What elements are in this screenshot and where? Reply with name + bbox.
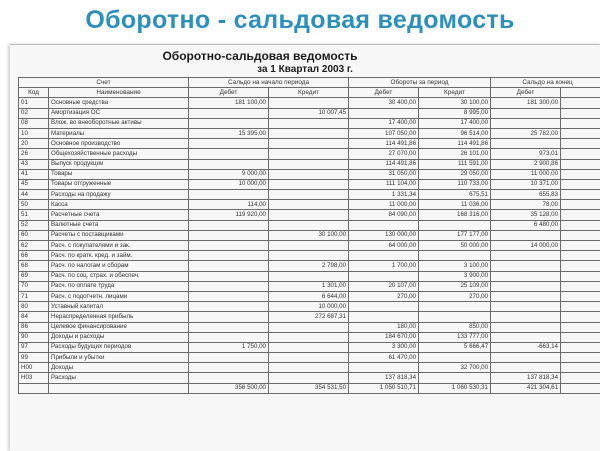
opening-credit [269, 342, 349, 352]
closing-extra [561, 241, 600, 251]
turnover-credit: 29 050,00 [419, 169, 491, 179]
opening-debit [189, 220, 269, 230]
closing-debit: 6 480,00 [491, 220, 561, 230]
table-row [19, 322, 600, 332]
closing-extra [561, 312, 600, 322]
closing-extra [561, 108, 600, 118]
closing-debit [491, 261, 561, 271]
account-code: 52 [19, 220, 49, 230]
account-name: Основные средства [49, 98, 189, 108]
opening-debit [189, 118, 269, 128]
closing-extra [561, 169, 600, 179]
opening-credit [269, 139, 349, 149]
account-name: Уставный капитал [49, 302, 189, 312]
opening-debit [189, 312, 269, 322]
turnover-debit: 114 491,86 [349, 139, 419, 149]
header-account: Счет [19, 78, 189, 88]
turnover-credit [419, 220, 491, 230]
opening-credit: 1 301,00 [269, 281, 349, 291]
opening-credit: 30 100,00 [269, 230, 349, 240]
closing-extra [561, 291, 600, 301]
closing-debit [491, 302, 561, 312]
table-row [19, 220, 600, 230]
closing-extra [561, 353, 600, 363]
document-period: за 1 Квартал 2003 г. [10, 64, 600, 75]
account-code: 08 [19, 118, 49, 128]
opening-credit [269, 373, 349, 383]
turnover-debit: 20 107,00 [349, 281, 419, 291]
closing-debit [491, 118, 561, 128]
account-name: Расч. по оплате труда [49, 281, 189, 291]
turnover-debit: 30 400,00 [349, 98, 419, 108]
turnover-debit: 61 470,00 [349, 353, 419, 363]
account-code: 43 [19, 159, 49, 169]
turnover-credit: 17 400,00 [419, 118, 491, 128]
opening-debit: 10 000,00 [189, 179, 269, 189]
turnover-debit: 137 818,34 [349, 373, 419, 383]
account-code: 26 [19, 149, 49, 159]
table-row [19, 210, 600, 220]
closing-extra [561, 332, 600, 342]
closing-extra [561, 342, 600, 352]
totals-row [19, 383, 600, 393]
turnover-debit: 180,00 [349, 322, 419, 332]
turnover-credit: 32 700,00 [419, 363, 491, 373]
turnover-credit: 5 666,47 [419, 342, 491, 352]
account-code: 90 [19, 332, 49, 342]
closing-debit [491, 312, 561, 322]
turnover-debit: 31 050,00 [349, 169, 419, 179]
turnover-debit: 17 400,00 [349, 118, 419, 128]
table-row [19, 159, 600, 169]
account-name: Выпуск продукции [49, 159, 189, 169]
closing-extra [561, 363, 600, 373]
document-title: Оборотно-сальдовая ведомость [10, 49, 510, 63]
account-code: 41 [19, 169, 49, 179]
opening-debit [189, 281, 269, 291]
closing-extra [561, 98, 600, 108]
turnover-credit: 3 100,00 [419, 261, 491, 271]
table-row [19, 149, 600, 159]
opening-credit [269, 271, 349, 281]
account-name: Расходы будущих периодов [49, 342, 189, 352]
ledger-sheet [10, 44, 600, 451]
opening-debit: 9 000,00 [189, 169, 269, 179]
account-code: 71 [19, 291, 49, 301]
closing-debit: 2 900,86 [491, 159, 561, 169]
opening-debit: 15 395,00 [189, 128, 269, 138]
header-turnover-credit: Кредит [419, 88, 491, 98]
account-name: Амортизация ОС [49, 108, 189, 118]
account-name: Расчеты с поставщиками [49, 230, 189, 240]
table-row [19, 353, 600, 363]
turnover-credit: 26 101,00 [419, 149, 491, 159]
account-name: Доходы и расходы [49, 332, 189, 342]
header-name: Наименование [49, 88, 189, 98]
account-name: Целевое финансирование [49, 322, 189, 332]
turnover-debit: 11 000,00 [349, 200, 419, 210]
table-row [19, 139, 600, 149]
opening-credit: 2 798,00 [269, 261, 349, 271]
closing-debit: 78,00 [491, 200, 561, 210]
closing-extra [561, 118, 600, 128]
closing-extra [561, 251, 600, 261]
opening-credit [269, 322, 349, 332]
opening-debit [189, 230, 269, 240]
turnover-debit [349, 251, 419, 261]
closing-extra [561, 159, 600, 169]
opening-credit: 10 000,00 [269, 302, 349, 312]
opening-debit [189, 363, 269, 373]
opening-debit [189, 251, 269, 261]
account-name: Прибыли и убытки [49, 353, 189, 363]
closing-extra [561, 149, 600, 159]
table-row [19, 118, 600, 128]
table-row [19, 241, 600, 251]
opening-credit [269, 128, 349, 138]
closing-extra [561, 261, 600, 271]
turnover-debit [349, 302, 419, 312]
closing-extra [561, 322, 600, 332]
opening-credit [269, 118, 349, 128]
closing-debit [491, 332, 561, 342]
opening-credit [269, 190, 349, 200]
closing-debit: 137 818,34 [491, 373, 561, 383]
account-code: 70 [19, 281, 49, 291]
table-row [19, 363, 600, 373]
opening-debit [189, 159, 269, 169]
account-code: 02 [19, 108, 49, 118]
account-name: Расч. с покупателями и зак. [49, 241, 189, 251]
account-code: 99 [19, 353, 49, 363]
closing-debit: 181 300,00 [491, 98, 561, 108]
turnover-credit [419, 353, 491, 363]
account-name: Касса [49, 200, 189, 210]
turnover-debit: 3 300,00 [349, 342, 419, 352]
account-code: 62 [19, 241, 49, 251]
account-code: 60 [19, 230, 49, 240]
opening-debit: 114,00 [189, 200, 269, 210]
header-opening: Сальдо на начало периода [189, 78, 349, 88]
closing-extra [561, 281, 600, 291]
table-row [19, 169, 600, 179]
opening-debit [189, 271, 269, 281]
opening-debit [189, 332, 269, 342]
opening-debit: 1 750,00 [189, 342, 269, 352]
closing-extra [561, 373, 600, 383]
turnover-credit: 168 316,00 [419, 210, 491, 220]
account-code: 50 [19, 200, 49, 210]
turnover-debit [349, 363, 419, 373]
total-opening-credit: 354 531,50 [269, 383, 349, 393]
opening-debit: 181 100,00 [189, 98, 269, 108]
turnover-debit [349, 271, 419, 281]
account-code: 68 [19, 261, 49, 271]
opening-credit [269, 200, 349, 210]
opening-credit [269, 149, 349, 159]
opening-debit: 119 920,00 [189, 210, 269, 220]
account-name: Расч. с подотчетн. лицами [49, 291, 189, 301]
turnover-credit: 177 177,00 [419, 230, 491, 240]
total-extra [561, 383, 600, 393]
closing-debit [491, 353, 561, 363]
account-name: Расч. по налогам и сборам [49, 261, 189, 271]
turnover-credit: 270,00 [419, 291, 491, 301]
table-row [19, 190, 600, 200]
closing-extra [561, 179, 600, 189]
opening-debit [189, 322, 269, 332]
turnover-debit [349, 108, 419, 118]
ledger-table [18, 77, 600, 394]
table-row [19, 312, 600, 322]
closing-debit: 10 371,00 [491, 179, 561, 189]
account-code: 86 [19, 322, 49, 332]
header-row-groups [19, 78, 600, 88]
total-code [19, 383, 49, 393]
closing-debit: -663,14 [491, 342, 561, 352]
turnover-debit: 130 000,00 [349, 230, 419, 240]
closing-debit [491, 230, 561, 240]
closing-debit [491, 108, 561, 118]
opening-credit [269, 332, 349, 342]
closing-debit: 25 782,00 [491, 128, 561, 138]
closing-debit [491, 363, 561, 373]
turnover-credit: 8 995,00 [419, 108, 491, 118]
account-code: 45 [19, 179, 49, 189]
account-name: Товары [49, 169, 189, 179]
table-row [19, 108, 600, 118]
header-turnover-debit: Дебет [349, 88, 419, 98]
turnover-debit: 1 700,00 [349, 261, 419, 271]
turnover-debit [349, 220, 419, 230]
turnover-credit [419, 251, 491, 261]
turnover-debit: 111 104,00 [349, 179, 419, 189]
closing-extra [561, 139, 600, 149]
opening-debit [189, 139, 269, 149]
closing-debit: 973,01 [491, 149, 561, 159]
account-name: Расходы на продажу [49, 190, 189, 200]
account-name: Расчетные счета [49, 210, 189, 220]
turnover-credit: 50 000,00 [419, 241, 491, 251]
opening-credit: 6 644,00 [269, 291, 349, 301]
opening-credit [269, 363, 349, 373]
opening-debit [189, 302, 269, 312]
turnover-credit: 111 591,00 [419, 159, 491, 169]
closing-debit: 35 128,00 [491, 210, 561, 220]
turnover-credit: 30 100,00 [419, 98, 491, 108]
opening-credit [269, 98, 349, 108]
table-row [19, 291, 600, 301]
opening-credit [269, 169, 349, 179]
closing-extra [561, 128, 600, 138]
opening-credit [269, 159, 349, 169]
turnover-debit: 27 070,00 [349, 149, 419, 159]
opening-credit [269, 179, 349, 189]
account-name: Расч. по соц. страх. и обеспеч. [49, 271, 189, 281]
closing-extra [561, 271, 600, 281]
total-turnover-credit: 1 060 530,31 [419, 383, 491, 393]
table-row [19, 200, 600, 210]
account-code: 01 [19, 98, 49, 108]
account-name: Нераспределенная прибыль [49, 312, 189, 322]
header-closing: Сальдо на конец [491, 78, 600, 88]
closing-extra [561, 302, 600, 312]
table-row [19, 373, 600, 383]
turnover-debit [349, 312, 419, 322]
opening-debit [189, 353, 269, 363]
turnover-credit: 25 109,00 [419, 281, 491, 291]
account-code: Н03 [19, 373, 49, 383]
total-turnover-debit: 1 050 510,71 [349, 383, 419, 393]
account-name: Влож. во внеоборотные активы [49, 118, 189, 128]
account-name: Расч. по кратк. кред. и займ. [49, 251, 189, 261]
turnover-debit: 1 331,34 [349, 190, 419, 200]
turnover-credit: 3 900,00 [419, 271, 491, 281]
turnover-credit: 96 514,00 [419, 128, 491, 138]
table-row [19, 281, 600, 291]
table-row [19, 342, 600, 352]
closing-debit [491, 322, 561, 332]
account-code: 44 [19, 190, 49, 200]
header-row-columns [19, 88, 600, 98]
table-row [19, 230, 600, 240]
turnover-credit: 110 733,00 [419, 179, 491, 189]
turnover-credit [419, 312, 491, 322]
turnover-credit: 133 777,00 [419, 332, 491, 342]
opening-credit [269, 220, 349, 230]
closing-debit [491, 281, 561, 291]
turnover-debit: 84 090,00 [349, 210, 419, 220]
total-closing-debit: 421 304,61 [491, 383, 561, 393]
account-code: 69 [19, 271, 49, 281]
closing-debit: 11 000,00 [491, 169, 561, 179]
turnover-credit: 11 036,00 [419, 200, 491, 210]
turnover-credit [419, 302, 491, 312]
account-name: Доходы [49, 363, 189, 373]
account-code: 66 [19, 251, 49, 261]
account-code: 10 [19, 128, 49, 138]
opening-credit [269, 241, 349, 251]
opening-debit [189, 149, 269, 159]
header-opening-credit: Кредит [269, 88, 349, 98]
account-code: Н00 [19, 363, 49, 373]
opening-credit: 272 687,31 [269, 312, 349, 322]
closing-extra [561, 230, 600, 240]
header-closing-debit: Дебет [491, 88, 561, 98]
account-name: Общехозяйственные расходы [49, 149, 189, 159]
account-code: 97 [19, 342, 49, 352]
opening-debit [189, 373, 269, 383]
account-name: Товары отгруженные [49, 179, 189, 189]
turnover-credit: 114 491,86 [419, 139, 491, 149]
opening-debit [189, 241, 269, 251]
header-code: Код [19, 88, 49, 98]
closing-extra [561, 190, 600, 200]
account-code: 84 [19, 312, 49, 322]
table-row [19, 179, 600, 189]
turnover-credit [419, 373, 491, 383]
turnover-debit: 184 670,00 [349, 332, 419, 342]
closing-debit: 14 000,00 [491, 241, 561, 251]
opening-debit [189, 261, 269, 271]
table-row [19, 302, 600, 312]
turnover-debit: 270,00 [349, 291, 419, 301]
account-code: 20 [19, 139, 49, 149]
closing-debit [491, 251, 561, 261]
opening-credit [269, 353, 349, 363]
header-turnover: Обороты за период [349, 78, 491, 88]
account-name: Валютные счета [49, 220, 189, 230]
total-opening-debit: 356 500,00 [189, 383, 269, 393]
closing-debit [491, 291, 561, 301]
closing-extra [561, 210, 600, 220]
closing-debit: 655,83 [491, 190, 561, 200]
table-row [19, 251, 600, 261]
closing-extra [561, 200, 600, 210]
closing-extra [561, 220, 600, 230]
table-row [19, 98, 600, 108]
header-opening-debit: Дебет [189, 88, 269, 98]
account-name: Расходы [49, 373, 189, 383]
turnover-credit: 675,51 [419, 190, 491, 200]
opening-debit [189, 291, 269, 301]
opening-debit [189, 108, 269, 118]
opening-credit [269, 251, 349, 261]
total-name [49, 383, 189, 393]
account-name: Основное производство [49, 139, 189, 149]
turnover-debit: 64 000,00 [349, 241, 419, 251]
header-closing-extra [561, 88, 600, 98]
table-row [19, 271, 600, 281]
opening-credit: 10 007,45 [269, 108, 349, 118]
account-code: 80 [19, 302, 49, 312]
table-row [19, 128, 600, 138]
turnover-debit: 107 050,00 [349, 128, 419, 138]
turnover-debit: 114 491,86 [349, 159, 419, 169]
table-row [19, 261, 600, 271]
closing-debit [491, 139, 561, 149]
turnover-credit: 850,00 [419, 322, 491, 332]
opening-credit [269, 210, 349, 220]
opening-debit [189, 190, 269, 200]
account-code: 51 [19, 210, 49, 220]
closing-debit [491, 271, 561, 281]
table-row [19, 332, 600, 342]
account-name: Материалы [49, 128, 189, 138]
banner-title: Оборотно - сальдовая ведомость [0, 0, 600, 44]
